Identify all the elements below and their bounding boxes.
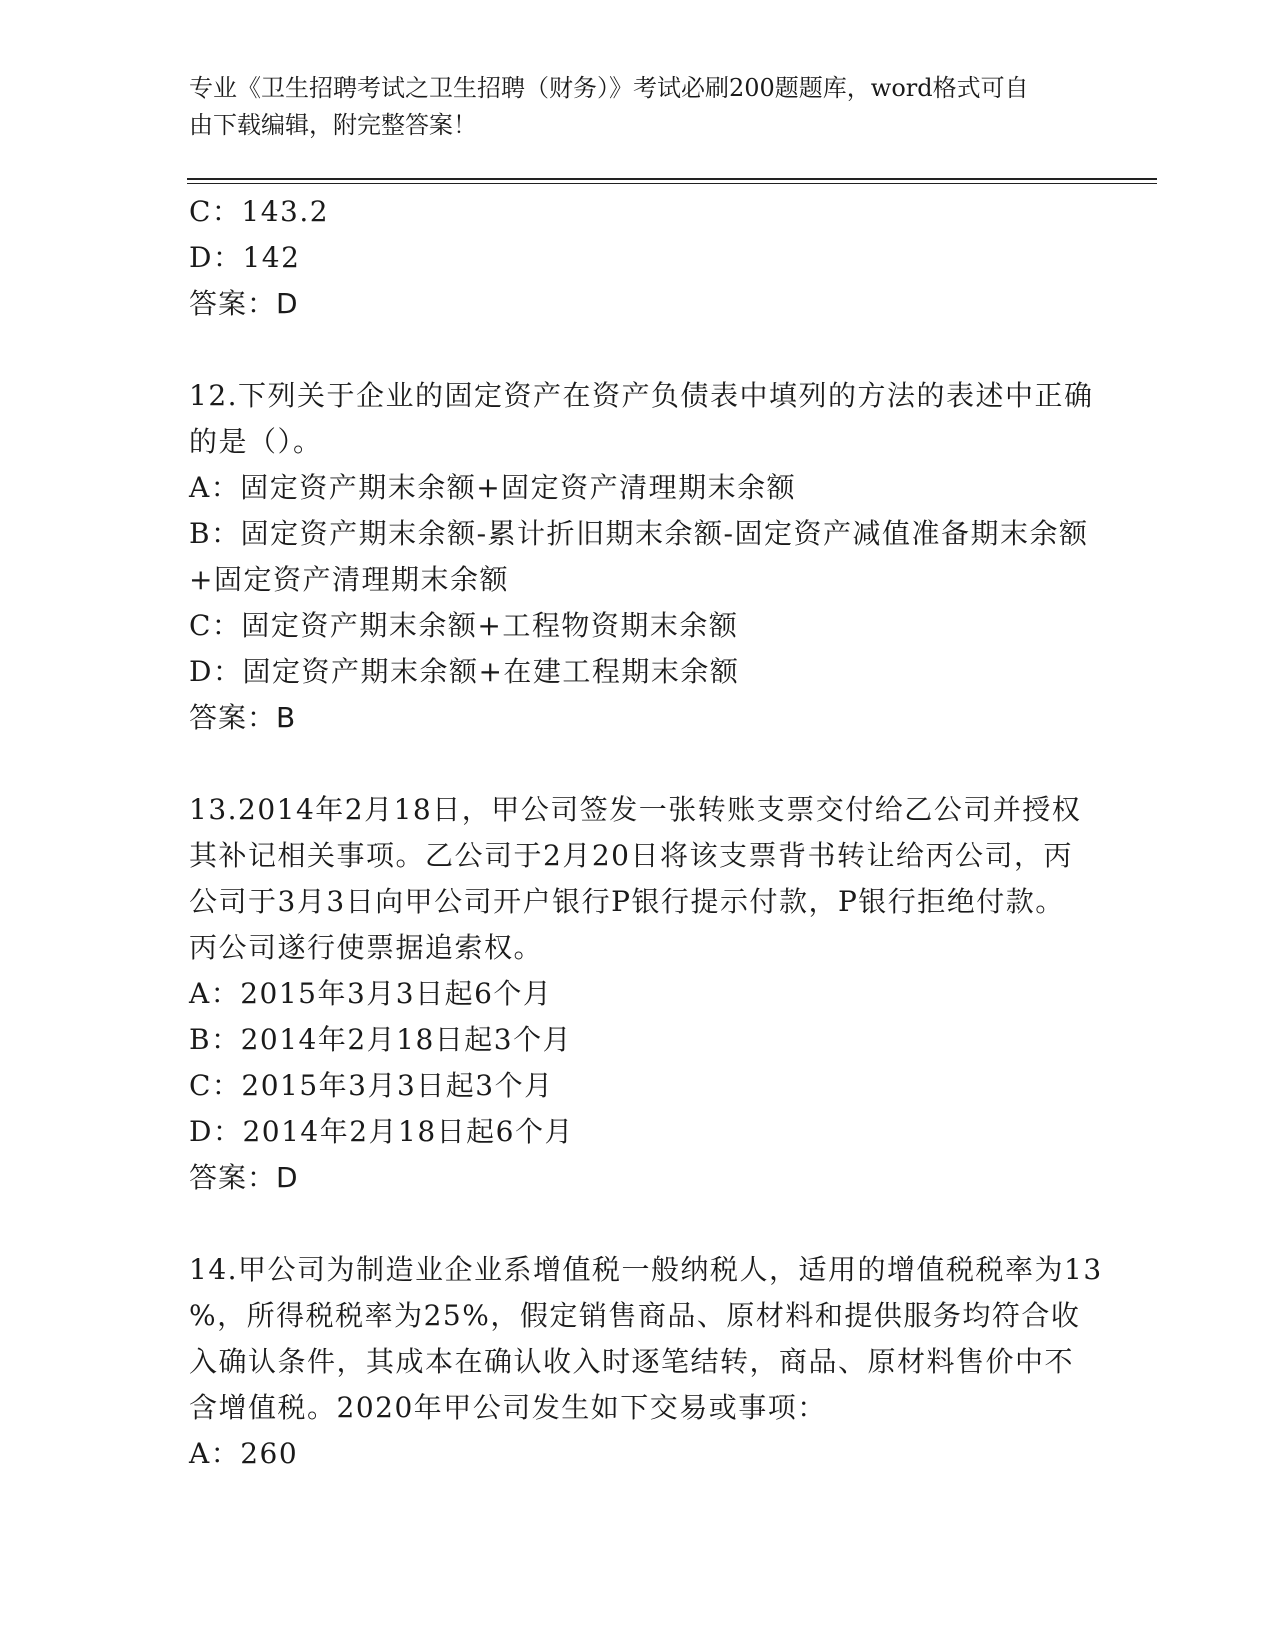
question-14 [189, 1247, 1109, 1477]
answer: 答案：D [189, 1161, 299, 1194]
option-c: C：143.2 [189, 195, 330, 228]
previous-question-tail [189, 189, 1109, 327]
option-c: C：2015年3月3日起3个月 [189, 1069, 554, 1102]
question-text-line: 的是（）。 [189, 425, 323, 458]
question-text-line: 公司于3月3日向甲公司开户银行P银行提示付款，P银行拒绝付款。 [189, 885, 1065, 918]
question-12 [189, 373, 1109, 741]
question-text-line: 丙公司遂行使票据追索权。 [189, 931, 544, 964]
question-text-line: 14.甲公司为制造业企业系增值税一般纳税人，适用的增值税税率为13 [189, 1253, 1103, 1286]
option-a: A：260 [189, 1437, 299, 1470]
option-c: C：固定资产期末余额+工程物资期末余额 [189, 609, 739, 642]
answer: 答案：B [189, 701, 297, 734]
question-text-line: 其补记相关事项。乙公司于2月20日将该支票背书转让给丙公司，丙 [189, 839, 1073, 872]
question-text-line: 入确认条件，其成本在确认收入时逐笔结转，商品、原材料售价中不 [189, 1345, 1075, 1378]
answer: 答案：D [189, 287, 299, 320]
header-line-1: 专业《卫生招聘考试之卫生招聘（财务）》考试必刷200题题库，word格式可自 [189, 74, 1029, 102]
spacer [189, 327, 1109, 373]
question-text-line: %，所得税税率为25%，假定销售商品、原材料和提供服务均符合收 [189, 1299, 1081, 1332]
option-b: B：固定资产期末余额-累计折旧期末余额-固定资产减值准备期末余额 [189, 517, 1089, 550]
document-body [189, 189, 1109, 1477]
option-d: D：固定资产期末余额+在建工程期末余额 [189, 655, 740, 688]
option-a: A：2015年3月3日起6个月 [189, 977, 553, 1010]
option-a: A：固定资产期末余额+固定资产清理期末余额 [189, 471, 797, 504]
spacer [189, 741, 1109, 787]
option-b: B：2014年2月18日起3个月 [189, 1023, 573, 1056]
option-d: D：2014年2月18日起6个月 [189, 1115, 574, 1148]
question-text-line: 13.2014年2月18日，甲公司签发一张转账支票交付给乙公司并授权 [189, 793, 1082, 826]
header-divider-thick [187, 178, 1157, 180]
document-header [189, 70, 1089, 144]
spacer [189, 1201, 1109, 1247]
question-text-line: 12.下列关于企业的固定资产在资产负债表中填列的方法的表述中正确 [189, 379, 1094, 412]
header-divider-thin [187, 183, 1157, 184]
header-line-2: 由下载编辑，附完整答案！ [189, 111, 477, 139]
option-b-continued: +固定资产清理期末余额 [189, 563, 509, 596]
question-13 [189, 787, 1109, 1201]
question-text-line: 含增值税。2020年甲公司发生如下交易或事项： [189, 1391, 827, 1424]
option-d: D：142 [189, 241, 301, 274]
